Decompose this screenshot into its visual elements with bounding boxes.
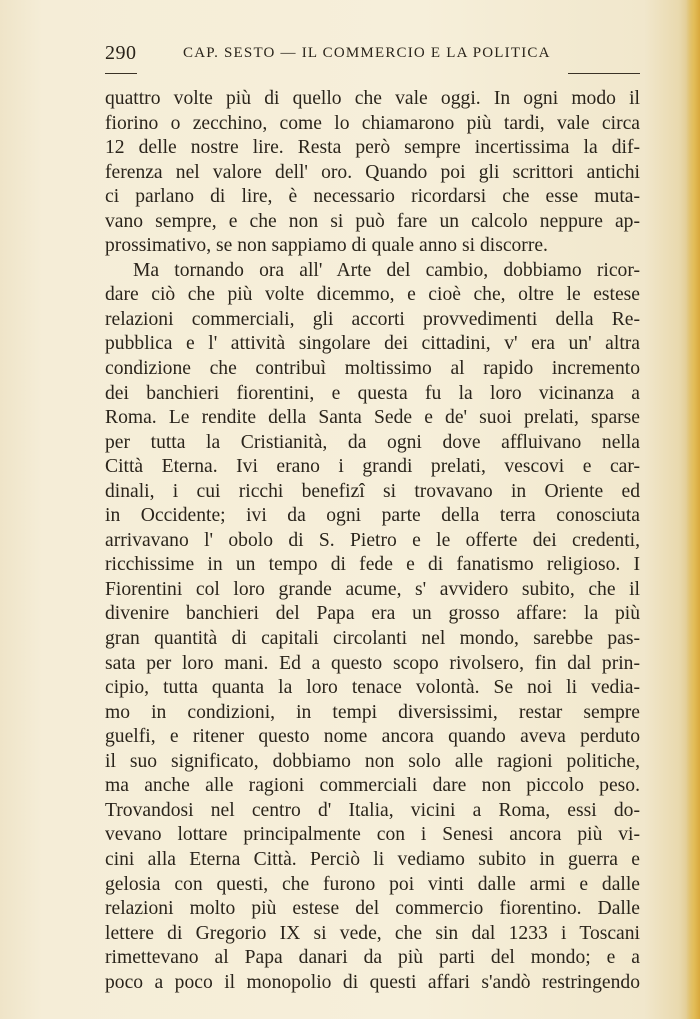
- text-line: 12 delle nostre lire. Resta però sempre incertissima la dif-: [105, 137, 640, 159]
- text-line: relazioni molto più estese del commercio fiorentino. Dalle: [105, 898, 640, 920]
- text-line: lettere di Gregorio IX si vede, che sin dal 1233 i Toscani: [105, 922, 640, 944]
- text-line: poco a poco il monopolio di questi affari s'andò restringendo: [105, 971, 640, 993]
- text-line: ci parlano di lire, è necessario ricordarsi che esse muta-: [105, 186, 640, 208]
- text-line: pubblica e l' attività singolare dei cittadini, v' era un' altra: [105, 333, 640, 355]
- header-rule-left: [105, 73, 137, 74]
- text-line: ricchissime in un tempo di fede e di fanatismo religioso. I: [105, 554, 640, 576]
- text-line: prossimativo, se non sappiamo di quale anno si discorre.: [105, 235, 548, 257]
- text-line: fiorino o zecchino, come lo chiamarono più tardi, vale circa: [105, 112, 640, 134]
- body-text: [105, 87, 640, 995]
- text-line: relazioni commerciali, gli accorti provvedimenti della Re-: [105, 308, 640, 330]
- text-line: cipio, tutta quanta la loro tenace volontà. Se noi li vedia-: [105, 677, 640, 699]
- text-line: vevano lottare principalmente con i Senesi ancora più vi-: [105, 824, 640, 846]
- text-line: Trovandosi nel centro d' Italia, vicini a Roma, essi do-: [105, 799, 640, 821]
- page-number: 290: [105, 42, 137, 64]
- text-line: vano sempre, e che non si può fare un calcolo neppure ap-: [105, 210, 640, 232]
- text-line: arrivavano l' obolo di S. Pietro e le offerte dei credenti,: [105, 529, 640, 551]
- text-line: dare ciò che più volte dicemmo, e cioè che, oltre le estese: [105, 284, 640, 306]
- text-line: in Occidente; ivi da ogni parte della terra conosciuta: [105, 505, 640, 527]
- text-line: gran quantità di capitali circolanti nel mondo, sarebbe pas-: [105, 628, 640, 650]
- text-line: Roma. Le rendite della Santa Sede e de' suoi prelati, sparse: [105, 407, 640, 429]
- text-line: quattro volte più di quello che vale oggi. In ogni modo il: [105, 88, 640, 109]
- text-line: dinali, i cui ricchi benefizî si trovavano in Oriente ed: [105, 480, 640, 502]
- text-line: guelfi, e ritener questo nome ancora quando aveva perduto: [105, 726, 640, 748]
- running-head: CAP. SESTO — IL COMMERCIO E LA POLITICA: [183, 45, 551, 61]
- text-line: ma anche alle ragioni commerciali dare non piccolo peso.: [105, 775, 640, 797]
- text-line: mo in condizioni, in tempi diversissimi, restar sempre: [105, 701, 640, 723]
- text-line: cini alla Eterna Città. Perciò li vediamo subito in guerra e: [105, 848, 640, 870]
- text-line: Fiorentini col loro grande acume, s' avvidero subito, che il: [105, 578, 640, 600]
- text-line: rimettevano al Papa danari da più parti del mondo; e a: [105, 947, 640, 969]
- text-line: gelosia con questi, che furono poi vinti dalle armi e dalle: [105, 873, 640, 895]
- page-header: [105, 42, 640, 70]
- text-line: per tutta la Cristianità, da ogni dove affluivano nella: [105, 431, 640, 453]
- header-rule-right: [568, 73, 640, 74]
- text-line: ferenza nel valore dell' oro. Quando poi gli scrittori antichi: [105, 161, 640, 183]
- text-line: il suo significato, dobbiamo non solo alle ragioni politiche,: [105, 750, 640, 772]
- text-line: condizione che contribuì moltissimo al rapido incremento: [105, 358, 640, 380]
- text-line: divenire banchieri del Papa era un grosso affare: la più: [105, 603, 640, 625]
- text-line: sata per loro mani. Ed a questo scopo rivolsero, fin dal prin-: [105, 652, 640, 674]
- text-line: dei banchieri fiorentini, e questa fu la loro vicinanza a: [105, 382, 640, 404]
- page-edge: [686, 0, 700, 1019]
- paragraph-first-line: Ma tornando ora all' Arte del cambio, dobbiamo ricor-: [133, 259, 640, 281]
- text-line: Città Eterna. Ivi erano i grandi prelati, vescovi e car-: [105, 456, 640, 478]
